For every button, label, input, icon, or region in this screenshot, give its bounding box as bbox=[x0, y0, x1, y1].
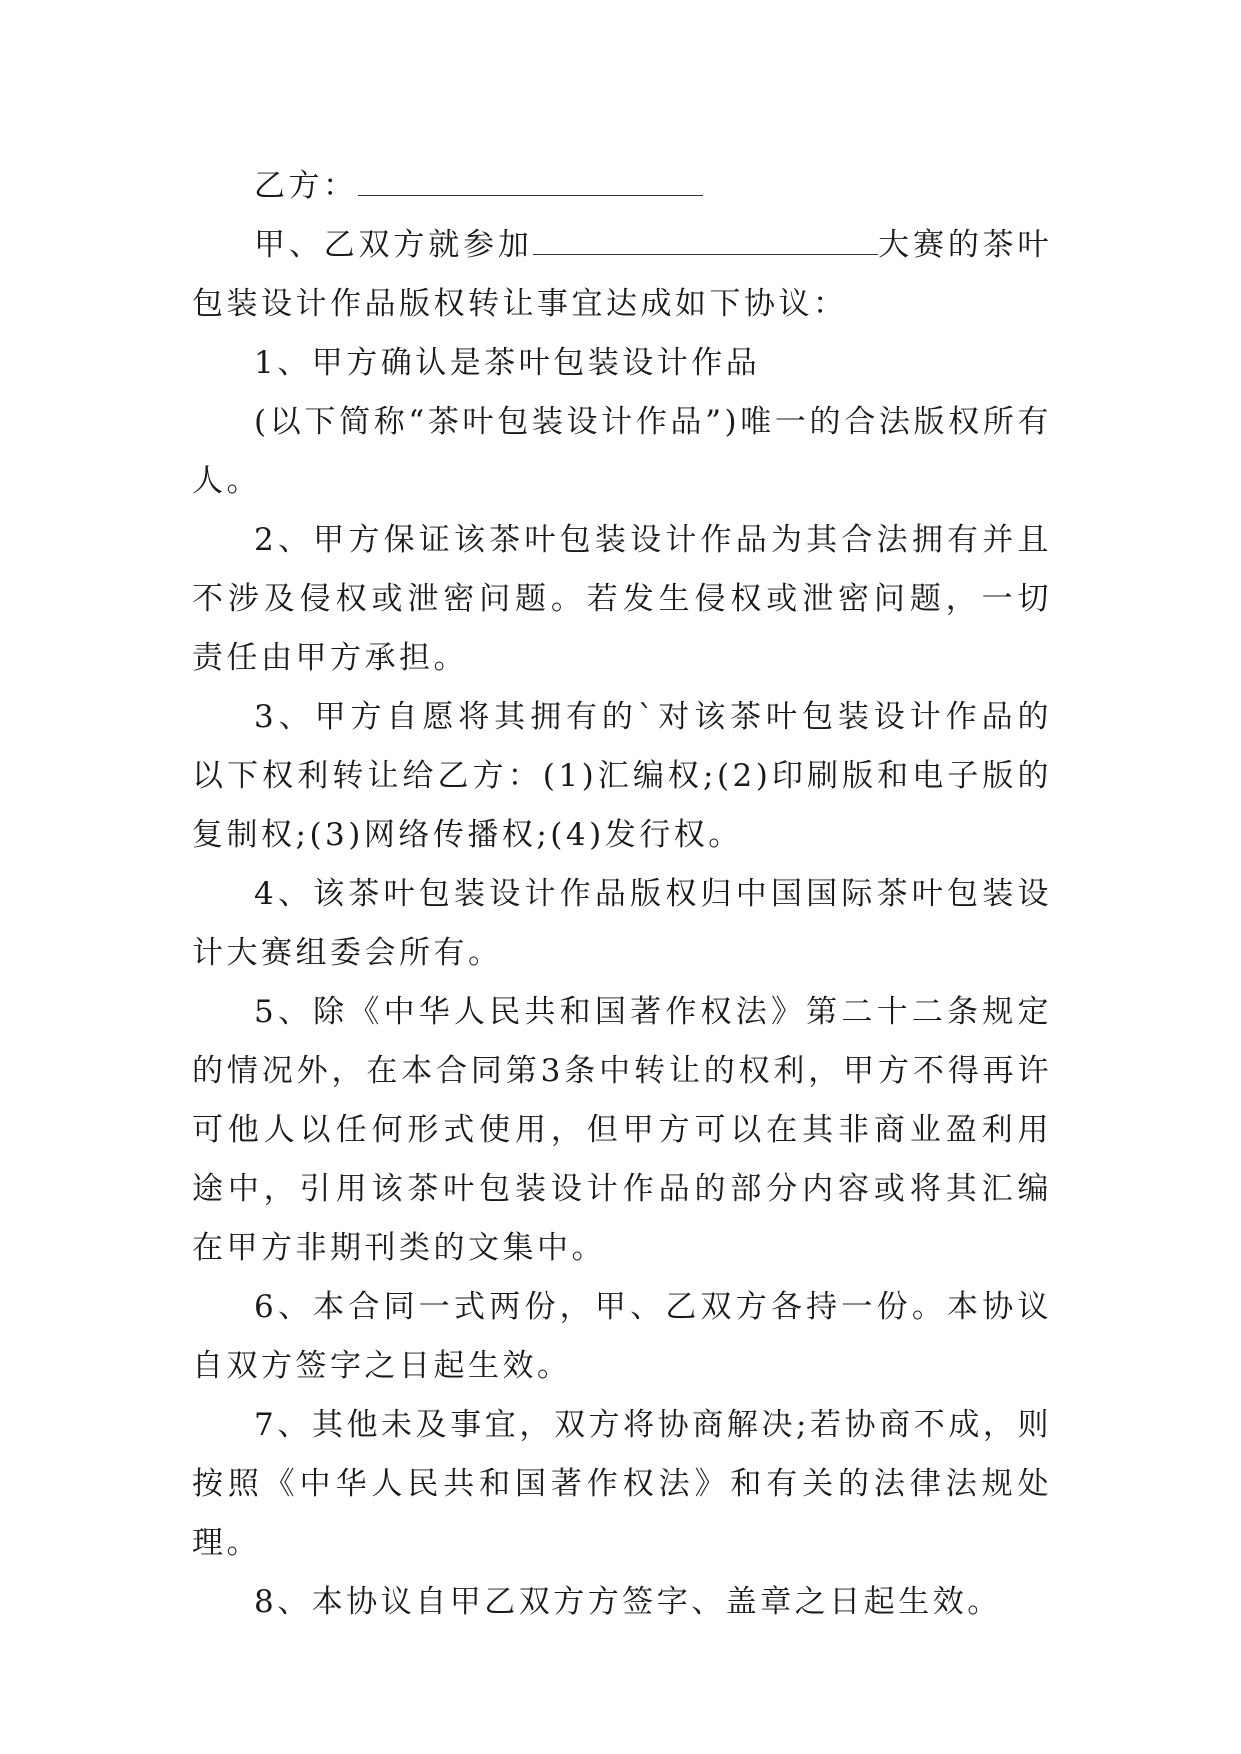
clause-3: 3、甲方自愿将其拥有的`对该茶叶包装设计作品的以下权利转让给乙方：(1)汇编权;(2)印刷版和电子版的复制权;(3)网络传播权;(4)发行权。 bbox=[192, 699, 1052, 853]
clause-4: 4、该茶叶包装设计作品版权归中国国际茶叶包装设计大赛组委会所有。 bbox=[192, 876, 1052, 971]
party-b-blank-field[interactable] bbox=[358, 167, 703, 196]
clause-1: 1、甲方确认是茶叶包装设计作品 bbox=[254, 345, 761, 381]
clause-7: 7、其他未及事宜，双方将协商解决;若协商不成，则按照《中华人民共和国著作权法》和有关的法律法规处理。 bbox=[192, 1407, 1052, 1561]
clause-1-continued: (以下简称“茶叶包装设计作品”)唯一的合法版权所有人。 bbox=[192, 404, 1052, 499]
intro-paragraph bbox=[192, 216, 1052, 334]
clause-5: 5、除《中华人民共和国著作权法》第二十二条规定的情况外，在本合同第3条中转让的权利，甲方不得再许可他人以任何形式使用，但甲方可以在其非商业盈利用途中，引用该茶叶包装设计作品的部分内容或将其汇编在甲方非期刊类的文集中。 bbox=[192, 994, 1052, 1266]
contest-name-blank-field[interactable] bbox=[533, 226, 878, 255]
clause-2: 2、甲方保证该茶叶包装设计作品为其合法拥有并且不涉及侵权或泄密问题。若发生侵权或泄密问题，一切责任由甲方承担。 bbox=[192, 522, 1052, 676]
intro-prefix: 甲、乙双方就参加 bbox=[254, 227, 533, 263]
clause-6: 6、本合同一式两份，甲、乙双方各持一份。本协议自双方签字之日起生效。 bbox=[192, 1289, 1052, 1384]
party-b-label: 乙方： bbox=[254, 168, 358, 204]
party-b-line bbox=[192, 157, 1052, 216]
agreement-body bbox=[192, 157, 1052, 1632]
intro-suffix: 大赛的茶叶包装设计作品版权转让事宜达成如下协议： bbox=[192, 227, 1053, 322]
clause-8: 8、本协议自甲乙双方方签字、盖章之日起生效。 bbox=[254, 1584, 1002, 1620]
